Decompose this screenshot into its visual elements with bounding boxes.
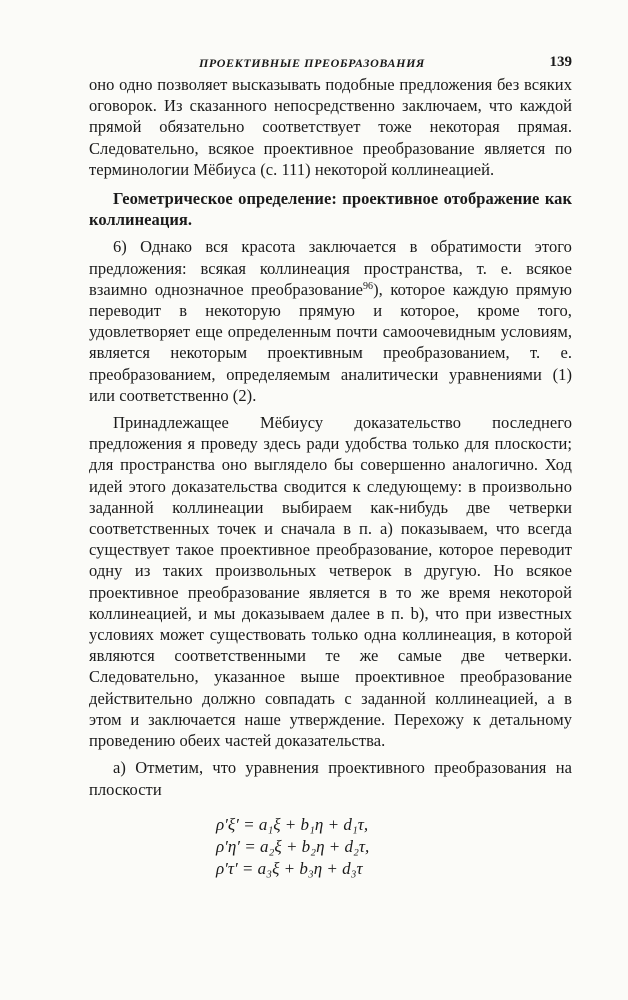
page-header bbox=[89, 48, 572, 74]
paragraph-2-part-b: ), которое каждую прямую переводит в некоторую прямую и которое, кроме того, удовлетворяет еще определенным почти самоочевидным условиям, является некоторым проективным преобразованием, т. е. преобразованием, определяемым аналитически уравнениями (1) или соответственно (2). bbox=[89, 279, 572, 405]
equation-line: ρ′η′ = a₂ξ + b₂η + d₂τ, bbox=[216, 836, 370, 856]
running-title: ПРОЕКТИВНЫЕ ПРЕОБРАЗОВАНИЯ bbox=[199, 56, 425, 70]
paragraph-1: оно одно позволяет высказывать подобные предложения без всяких оговорок. Из сказанного непосредственно заключаем, что каждой прямой обязательно соответствует тоже некоторая прямая. Следовательно, всякое проективное преобразование является по терминологии Мёбиуса (с. 111) некоторой коллинеацией. bbox=[89, 75, 572, 179]
body-text bbox=[89, 74, 572, 800]
paragraph-4: а) Отметим, что уравнения проективного преобразования на плоскости bbox=[89, 758, 572, 799]
equation-line: ρ′τ′ = a₃ξ + b₃η + d₃τ bbox=[216, 858, 363, 878]
equation-block bbox=[216, 814, 572, 880]
page-number: 139 bbox=[549, 54, 572, 70]
section-heading: Геометрическое определение: проективное отображение как коллинеация. bbox=[89, 189, 572, 230]
paragraph-2-part-a: 6) Однако вся красота заключается в обратимости этого предложения: всякая коллинеация пространства, т. е. всякое взаимно однозначное преобразование bbox=[89, 237, 572, 299]
equation-line: ρ′ξ′ = a₁ξ + b₁η + d₁τ, bbox=[216, 814, 369, 834]
footnote-reference[interactable]: 96 bbox=[362, 280, 374, 292]
paragraph-2 bbox=[89, 236, 572, 406]
paragraph-3: Принадлежащее Мёбиусу доказательство последнего предложения я проведу здесь ради удобства только для плоскости; для пространства оно выглядело бы совершенно аналогично. Ход идей этого доказательства сводится к следующему: в произвольно заданной коллинеации выбираем как-нибудь две четверки соответственных точек и сначала в п. а) показываем, что всегда существует такое проективное преобразование, которое переводит одну из таких произвольных четверок в другую. Но всякое проективное преобразование является в то же время некоторой коллинеацией, и мы доказываем далее в п. b), что при известных условиях может существовать только одна коллинеация, в которой являются соответственными те же самые две четверки. Следовательно, указанное выше проективное преобразование действительно должно совпадать с заданной коллинеацией, а в этом и заключается наше утверждение. Перехожу к детальному проведению обеих частей доказательства. bbox=[89, 413, 572, 751]
